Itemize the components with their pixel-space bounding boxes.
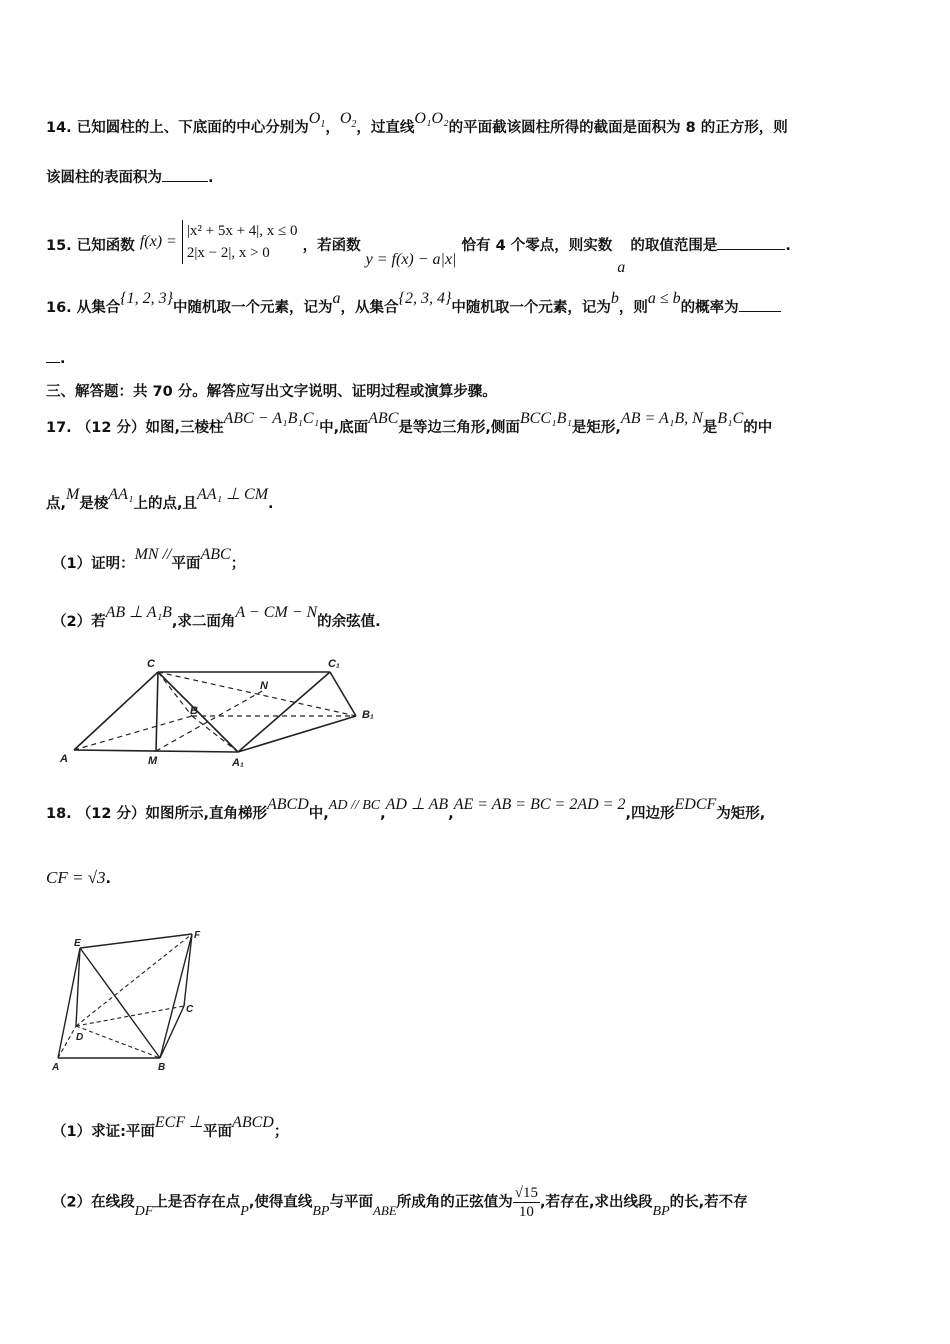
q15-number: 15. bbox=[46, 238, 72, 254]
math-O2: $O_2$ bbox=[339, 110, 357, 131]
hidden-B-A1 bbox=[192, 716, 238, 752]
q18-line2: CF = √3. bbox=[46, 868, 112, 887]
q17-line2: 点,M是棱AA₁上的点,且AA₁ ⊥ CM. bbox=[46, 486, 274, 512]
prism-figure bbox=[52, 652, 392, 772]
q14-line2: 该圆柱的表面积为 . bbox=[46, 166, 214, 187]
label-C1: C₁ bbox=[328, 658, 340, 670]
hidden-D-F bbox=[76, 934, 192, 1026]
hidden-M-N bbox=[156, 690, 264, 751]
math-y: y = f(x) − a|x| bbox=[365, 251, 457, 268]
q18-part2: （2）在线段DF上是否存在点P,使得直线BP与平面ABE所成角的正弦值为 $\frac{√15}{10}$ ,若存在,求出线段BP的长,若不存 bbox=[52, 1185, 748, 1220]
label-A1: A₁ bbox=[232, 757, 244, 769]
hidden-D-B bbox=[76, 1026, 160, 1058]
q17-part2: （2）若AB ⊥ A₁B,求二面角A − CM − N的余弦值. bbox=[52, 604, 381, 630]
label-A: A bbox=[60, 753, 68, 765]
edge-C-A1 bbox=[158, 672, 238, 752]
q17-line1: 17. （12 分）如图,三棱柱ABC − A₁B₁C₁中,底面ABC是等边三角形,侧面BCC₁B₁是矩形,AB = A₁B, N是B₁C的中 bbox=[46, 410, 773, 436]
answer-blank bbox=[162, 167, 208, 182]
q14-number: 14. bbox=[46, 120, 72, 136]
label-C: C bbox=[147, 658, 155, 670]
q18-number: 18. bbox=[46, 806, 72, 822]
label-M: M bbox=[148, 755, 158, 767]
math-set1: {1, 2, 3} bbox=[120, 290, 174, 307]
edge-C-M bbox=[156, 672, 158, 751]
answer-blank bbox=[739, 297, 781, 312]
q17-score: （12 分） bbox=[76, 420, 146, 436]
q16-line2: . bbox=[46, 348, 66, 367]
fraction-sqrt15-over-10: $\frac{√15}{10}$ bbox=[514, 1185, 539, 1220]
edge-E-B bbox=[80, 948, 160, 1058]
q16-line: 16. 从集合{1, 2, 3}中随机取一个元素，记为a，从集合{2, 3, 4}中随机取一个元素，记为b，则a ≤ b的概率为 bbox=[46, 296, 781, 317]
label-F: F bbox=[194, 930, 201, 941]
label-B1: B₁ bbox=[362, 709, 374, 721]
edge-C1-B1 bbox=[330, 672, 356, 716]
trapezoid-rectangle-figure bbox=[44, 926, 214, 1076]
q17-part1: （1）证明：MN //平面ABC； bbox=[52, 546, 246, 572]
edge-A-C bbox=[74, 672, 158, 750]
label-C: C bbox=[186, 1004, 194, 1015]
edge-F-C bbox=[184, 934, 192, 1006]
label-N: N bbox=[260, 680, 268, 692]
edge-E-F bbox=[80, 934, 192, 948]
hidden-C-B1 bbox=[158, 672, 356, 716]
math-O1O2: O₁O₂ bbox=[414, 110, 449, 127]
q14-line1: 14. 已知圆柱的上、下底面的中心分别为$O_1$，$O_2$，过直线O₁O₂的平面截该圆柱所得的截面是面积为 8 的正方形，则 bbox=[46, 110, 788, 136]
answer-blank-cont bbox=[46, 348, 60, 363]
q16-number: 16. bbox=[46, 300, 72, 316]
q18-part1: （1）求证:平面ECF ⊥平面ABCD； bbox=[52, 1114, 289, 1140]
math-a-le-b: a ≤ b bbox=[647, 290, 681, 307]
math-b: b bbox=[610, 290, 619, 307]
q18-line1: 18. （12 分）如图所示,直角梯形ABCD中,AD // BC,AD ⊥ AB,AE = AB = BC = 2AD = 2,四边形EDCF为矩形, bbox=[46, 796, 766, 822]
q15-line: 15. 已知函数 f(x) = |x² + 5x + 4|, x ≤ 0 2|x − 2|, x > 0 ，若函数 y = f(x) − a|x| 恰有 4 个零点，则实数 a 的取值范围是 . bbox=[46, 224, 791, 268]
label-D: D bbox=[76, 1032, 84, 1043]
label-E: E bbox=[74, 938, 81, 949]
math-fx: f(x) = bbox=[139, 233, 177, 250]
label-B: B bbox=[158, 1062, 166, 1073]
math-a: a bbox=[332, 290, 341, 307]
section-3-header: 三、解答题：共 70 分。解答应写出文字说明、证明过程或演算步骤。 bbox=[46, 384, 497, 400]
edge-C1-A1 bbox=[238, 672, 330, 752]
math-O1: $O_1$ bbox=[308, 110, 326, 131]
q18-score: （12 分） bbox=[76, 806, 146, 822]
label-B: B bbox=[190, 705, 198, 717]
edge-F-B bbox=[160, 934, 192, 1058]
answer-blank bbox=[717, 235, 785, 250]
math-set2: {2, 3, 4} bbox=[398, 290, 452, 307]
edge-A1-B1 bbox=[238, 716, 356, 752]
q17-number: 17. bbox=[46, 420, 72, 436]
label-A: A bbox=[52, 1062, 60, 1073]
math-a: a bbox=[617, 259, 626, 276]
piecewise-function: |x² + 5x + 4|, x ≤ 0 2|x − 2|, x > 0 bbox=[182, 220, 298, 264]
